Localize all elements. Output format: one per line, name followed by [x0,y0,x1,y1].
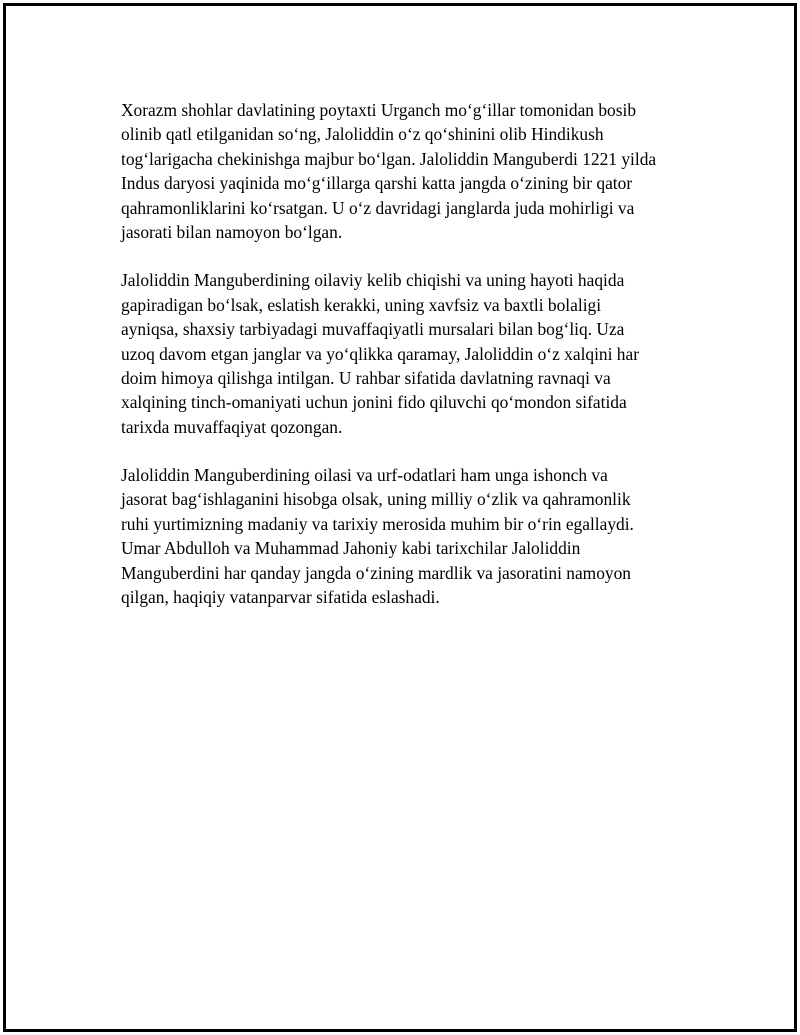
paragraph-line: gapiradigan bo‘lsak, eslatish kerakki, uning xavfsiz va baxtli bolaligi [121,294,602,315]
document-body [121,98,701,633]
paragraph-line: Umar Abdulloh va Muhammad Jahoniy kabi tarixchilar Jaloliddin [121,538,581,559]
paragraph-line: ayniqsa, shaxsiy tarbiyadagi muvaffaqiyatli mursalari bilan bog‘liq. Uza [121,319,625,340]
paragraph-line: xalqining tinch-omaniyati uchun jonini fido qiluvchi qo‘mondon sifatida [121,392,627,413]
paragraph-line: doim himoya qilishga intilgan. U rahbar sifatida davlatning ravnaqi va [121,367,611,388]
paragraph-3 [121,463,701,609]
paragraph-line: Jaloliddin Manguberdining oilaviy kelib chiqishi va uning hayoti haqida [121,270,625,291]
paragraph-line: Xorazm shohlar davlatining poytaxti Urganch mo‘g‘illar tomonidan bosib [121,100,637,120]
paragraph-line: tog‘larigacha chekinishga majbur bo‘lgan. Jaloliddin Manguberdi 1221 yilda [121,148,657,169]
paragraph-line: qahramonliklarini ko‘rsatgan. U o‘z davridagi janglarda juda mohirligi va [121,197,635,218]
page-frame [3,3,797,1032]
paragraph-line: uzoq davom etgan janglar va yo‘qlikka qaramay, Jaloliddin o‘z xalqini har [121,343,640,364]
paragraph-line: qilgan, haqiqiy vatanparvar sifatida eslashadi. [121,587,440,608]
paragraph-line: olinib qatl etilganidan so‘ng, Jaloliddin o‘z qo‘shinini olib Hindikush [121,124,604,145]
paragraph-line: tarixda muvaffaqiyat qozongan. [121,416,343,437]
paragraph-line: jasorat bag‘ishlaganini hisobga olsak, uning milliy o‘zlik va qahramonlik [121,489,631,510]
paragraph-line: Jaloliddin Manguberdining oilasi va urf-odatlari ham unga ishonch va [121,465,608,486]
paragraph-line: Indus daryosi yaqinida mo‘g‘illarga qarshi katta jangda o‘zining bir qator [121,173,633,194]
paragraph-line: ruhi yurtimizning madaniy va tarixiy merosida muhim bir o‘rin egallaydi. [121,513,634,534]
paragraph-2 [121,268,701,439]
paragraph-line: jasorati bilan namoyon bo‘lgan. [121,221,343,242]
paragraph-1 [121,98,701,244]
paragraph-line: Manguberdini har qanday jangda o‘zining mardlik va jasoratini namoyon [121,562,631,583]
